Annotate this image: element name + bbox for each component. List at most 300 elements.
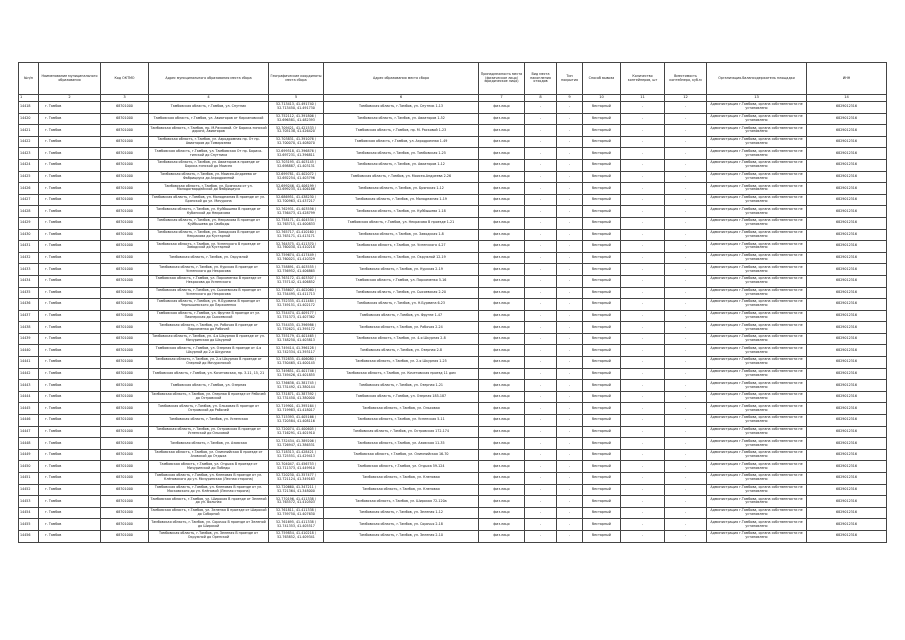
container-count-cell: - (621, 217, 665, 229)
inn-cell: 6829012316 (807, 415, 887, 427)
row-number: 14435 (19, 287, 39, 299)
site-address-cell: Тамбовская область, г.Тамбов, ул. Н.Бурмина 6-23 (324, 299, 479, 311)
removal-method-cell: бестарный (583, 148, 621, 160)
inn-cell: 6829012316 (807, 125, 887, 137)
municipality-cell: г. Тамбов (39, 484, 101, 496)
balance-holder-cell: Администрация г.Тамбова, органа собственности не установлено (707, 252, 807, 264)
cover-type-cell: - (557, 252, 583, 264)
row-number: 14440 (19, 345, 39, 357)
container-count-cell: - (621, 310, 665, 322)
balance-holder-cell: Администрация г.Тамбова, органа собственности не установлено (707, 368, 807, 380)
cover-type-cell: - (557, 449, 583, 461)
municipality-cell: г. Тамбов (39, 415, 101, 427)
container-count-cell: - (621, 368, 665, 380)
inn-cell: 6829012316 (807, 217, 887, 229)
table-row (19, 322, 887, 334)
row-number: 14443 (19, 380, 39, 392)
address-cell: Тамбовская область, г.Тамбов, ул. Рабочая В проезде от Пархоменко до Рабочей (149, 322, 269, 334)
address-cell: Тамбовская область, г.Тамбов, ул. Спутник (149, 102, 269, 114)
removal-method-cell: бестарный (583, 252, 621, 264)
owner-cell: физ.лицо (479, 484, 525, 496)
owner-cell: физ.лицо (479, 287, 525, 299)
coordinates-cell: 52.758171, 41.404534 / 52.763715, 41.400833 (269, 217, 324, 229)
address-cell: Тамбовская область, г.Тамбов, ул. Авиаторов от Кирсановской (149, 113, 269, 125)
table-row (19, 194, 887, 206)
coordinates-cell: 52.749414, 41.396128 / 52.742334, 41.393117 (269, 345, 324, 357)
table-row (19, 287, 887, 299)
container-count-cell: - (621, 171, 665, 183)
site-address-cell: Тамбовская область, г.Тамбов, ул. Рабочая 2-24 (324, 322, 479, 334)
owner-cell: физ.лицо (479, 333, 525, 345)
container-count-cell: - (621, 299, 665, 311)
oktmo-cell: 68701000 (101, 206, 149, 218)
row-number: 14442 (19, 368, 39, 380)
site-address-cell: Тамбовская область, г.Тамбов, ул. Зеленая 2-10 (324, 530, 479, 542)
owner-cell: физ.лицо (479, 473, 525, 485)
container-count-cell: - (621, 206, 665, 218)
owner-cell: физ.лицо (479, 310, 525, 322)
coordinates-cell: 52.699781, 41.402072 / 52.692254, 41.403796 (269, 171, 324, 183)
table-row (19, 530, 887, 542)
container-count-cell: - (621, 426, 665, 438)
owner-cell: физ.лицо (479, 241, 525, 253)
site-address-cell: Тамбовская область, г.Тамбов, ул. Тамбовская 1-25 (324, 148, 479, 160)
table-row (19, 473, 887, 485)
table-row (19, 252, 887, 264)
removal-method-cell: бестарный (583, 217, 621, 229)
container-count-cell: - (621, 345, 665, 357)
row-number: 14453 (19, 496, 39, 508)
accumulation-kind-cell: - (525, 229, 557, 241)
row-number: 14431 (19, 241, 39, 253)
container-count-cell: - (621, 241, 665, 253)
cover-type-cell: - (557, 206, 583, 218)
collection-sites-table (18, 62, 887, 543)
site-address-cell: Тамбовская область, г.Тамбов, ул. 2-я Шкурная 1-25 (324, 357, 479, 369)
municipality-cell: г. Тамбов (39, 136, 101, 148)
row-number: 14456 (19, 530, 39, 542)
address-cell: Тамбовская область, г.Тамбов, ул. Молодежная В проезде от ул. Брянской до ул. Мичурина (149, 194, 269, 206)
inn-cell: 6829012316 (807, 403, 887, 415)
table-row (19, 368, 887, 380)
accumulation-kind-cell: - (525, 345, 557, 357)
address-cell: Тамбовская область, г.Тамбов, ул. Брянская от ул. Молодогвардейской до Фабрициуса (149, 183, 269, 195)
inn-cell: 6829012316 (807, 438, 887, 450)
coordinates-cell: 52.764575, 41.411370 / 52.760030, 41.410218 (269, 241, 324, 253)
container-count-cell: - (621, 519, 665, 531)
cover-type-cell: - (557, 241, 583, 253)
site-address-cell: Тамбовская область, г.Тамбов, ул. Азовская 11-35 (324, 438, 479, 450)
cover-type-cell: - (557, 530, 583, 542)
table-row (19, 183, 887, 195)
cover-type-cell: - (557, 148, 583, 160)
removal-method-cell: бестарный (583, 322, 621, 334)
accumulation-kind-cell: - (525, 241, 557, 253)
oktmo-cell: 68701000 (101, 333, 149, 345)
municipality-cell: г. Тамбов (39, 380, 101, 392)
table-row (19, 264, 887, 276)
inn-cell: 6829012316 (807, 322, 887, 334)
balance-holder-cell: Администрация г.Тамбова, органа собственности не установлено (707, 183, 807, 195)
owner-cell: физ.лицо (479, 403, 525, 415)
site-address-cell: Тамбовская область, г.Тамбов, ул. Кочетовская проезд 11 дом (324, 368, 479, 380)
owner-cell: физ.лицо (479, 217, 525, 229)
oktmo-cell: 68701000 (101, 403, 149, 415)
table-row (19, 357, 887, 369)
municipality-cell: г. Тамбов (39, 333, 101, 345)
municipality-cell: г. Тамбов (39, 438, 101, 450)
table-row (19, 449, 887, 461)
row-number: 14437 (19, 310, 39, 322)
coordinates-cell: 52.720660, 41.347211 / 52.721364, 41.348000 (269, 484, 324, 496)
owner-cell: физ.лицо (479, 275, 525, 287)
container-volume-cell: - (665, 252, 707, 264)
coordinates-cell: 52.755179, 41.401465 / 52.748250, 41.403813 (269, 333, 324, 345)
balance-holder-cell: Администрация г.Тамбова, органа собственности не установлено (707, 136, 807, 148)
accumulation-kind-cell: - (525, 496, 557, 508)
site-address-cell: Тамбовская область, г.Тамбов, ул. Озерная 185-187 (324, 391, 479, 403)
coordinates-cell: 52.752835, 41.406080 / 52.750465, 41.400145 (269, 357, 324, 369)
header-cell: Географические координаты места сбора (269, 63, 324, 95)
owner-cell: физ.лицо (479, 206, 525, 218)
balance-holder-cell: Администрация г.Тамбова, органа собственности не установлено (707, 217, 807, 229)
accumulation-kind-cell: - (525, 415, 557, 427)
balance-holder-cell: Администрация г.Тамбова, органа собственности не установлено (707, 229, 807, 241)
coordinates-cell: 52.686951, 41.438230 / 52.700963, 41.437217 (269, 194, 324, 206)
cover-type-cell: - (557, 380, 583, 392)
address-cell: Тамбовская область, г.Тамбов, ул. Успенская (149, 415, 269, 427)
balance-holder-cell: Администрация г.Тамбова, органа собственности не установлено (707, 473, 807, 485)
cover-type-cell: - (557, 125, 583, 137)
table-row (19, 275, 887, 287)
container-volume-cell: - (665, 287, 707, 299)
container-volume-cell: - (665, 403, 707, 415)
site-address-cell: Тамбовская область, г.Тамбов, ул. Широкая 72-120а (324, 496, 479, 508)
table-row (19, 113, 887, 125)
row-number: 14428 (19, 206, 39, 218)
address-cell: Тамбовская область, г.Тамбов, ул. 2-я Шкурная В проезде от Озерной до Мичуринской (149, 357, 269, 369)
cover-type-cell: - (557, 275, 583, 287)
container-count-cell: - (621, 403, 665, 415)
removal-method-cell: бестарный (583, 449, 621, 461)
oktmo-cell: 68701000 (101, 275, 149, 287)
row-number: 14439 (19, 333, 39, 345)
balance-holder-cell: Администрация г.Тамбова, органа собственности не установлено (707, 299, 807, 311)
owner-cell: физ.лицо (479, 252, 525, 264)
municipality-cell: г. Тамбов (39, 461, 101, 473)
header-cell: Способ вывоза (583, 63, 621, 95)
oktmo-cell: 68701000 (101, 496, 149, 508)
table-row (19, 403, 887, 415)
inn-cell: 6829012316 (807, 148, 887, 160)
owner-cell: физ.лицо (479, 171, 525, 183)
header-cell: Наименование муниципального образования (39, 63, 101, 95)
cover-type-cell: - (557, 322, 583, 334)
container-volume-cell: - (665, 241, 707, 253)
container-volume-cell: - (665, 275, 707, 287)
coordinates-cell: 52.709421, 41.421533 / 52.705138, 41.426420 (269, 125, 324, 137)
inn-cell: 6829012316 (807, 449, 887, 461)
table-row (19, 102, 887, 114)
inn-cell: 6829012316 (807, 310, 887, 322)
balance-holder-cell: Администрация г.Тамбова, органа собственности не установлено (707, 345, 807, 357)
row-number: 14452 (19, 484, 39, 496)
coordinates-cell: 52.732434, 41.389206 / 52.726947, 41.386531 (269, 438, 324, 450)
row-number: 14455 (19, 519, 39, 531)
municipality-cell: г. Тамбов (39, 391, 101, 403)
removal-method-cell: бестарный (583, 159, 621, 171)
accumulation-kind-cell: - (525, 275, 557, 287)
oktmo-cell: 68701000 (101, 113, 149, 125)
address-cell: Тамбовская область, г.Тамбов, ул. 4-я Шкурная В проезде от ул. Мичуринская до Шкурной (149, 333, 269, 345)
table-row (19, 484, 887, 496)
municipality-cell: г. Тамбов (39, 287, 101, 299)
container-count-cell: - (621, 159, 665, 171)
coordinates-cell: 52.758891, 41.403555 / 52.756952, 41.406865 (269, 264, 324, 276)
row-number: 14446 (19, 415, 39, 427)
municipality-cell: г. Тамбов (39, 183, 101, 195)
address-cell: Тамбовская область, г.Тамбов, ул. Авиаторов в проезде от Бориса-тинской до Моисея (149, 159, 269, 171)
address-cell: Тамбовская область, г.Тамбов, ул. Тамбовская От пр. Бориса-тинской до Спутника (149, 148, 269, 160)
accumulation-kind-cell: - (525, 171, 557, 183)
address-cell: Тамбовская область, г.Тамбов, ул. Аэродромная пр. От пр. Авиаторов до Тимирязева (149, 136, 269, 148)
oktmo-cell: 68701000 (101, 380, 149, 392)
container-volume-cell: - (665, 415, 707, 427)
container-count-cell: - (621, 357, 665, 369)
site-address-cell: Тамбовская область, г.Тамбов, ул. Окружной 12-19 (324, 252, 479, 264)
container-count-cell: - (621, 194, 665, 206)
cover-type-cell: - (557, 264, 583, 276)
oktmo-cell: 68701000 (101, 484, 149, 496)
removal-method-cell: бестарный (583, 229, 621, 241)
table-row (19, 333, 887, 345)
site-address-cell: Тамбовская область, г.Тамбов, ул. Успенская 5-11 (324, 415, 479, 427)
site-address-cell: Тамбовская область, г.Тамбов, ул. 4-я Шкурная 2-8 (324, 333, 479, 345)
owner-cell: физ.лицо (479, 496, 525, 508)
removal-method-cell: бестарный (583, 206, 621, 218)
inn-cell: 6829012316 (807, 183, 887, 195)
oktmo-cell: 68701000 (101, 148, 149, 160)
column-number: 3 (101, 95, 149, 102)
accumulation-kind-cell: - (525, 194, 557, 206)
site-address-cell: Тамбовская область, г.Тамбов, ул. Курская 2-19 (324, 264, 479, 276)
oktmo-cell: 68701000 (101, 449, 149, 461)
container-count-cell: - (621, 530, 665, 542)
accumulation-kind-cell: - (525, 183, 557, 195)
table-row (19, 310, 887, 322)
owner-cell: физ.лицо (479, 368, 525, 380)
balance-holder-cell: Администрация г.Тамбова, органа собственности не установлено (707, 310, 807, 322)
removal-method-cell: бестарный (583, 345, 621, 357)
column-number: 7 (479, 95, 525, 102)
cover-type-cell: - (557, 299, 583, 311)
column-number: 14 (807, 95, 887, 102)
address-cell: Тамбовская область, г.Тамбов, ул. Озерная (149, 380, 269, 392)
table-row (19, 229, 887, 241)
municipality-cell: г. Тамбов (39, 194, 101, 206)
cover-type-cell: - (557, 496, 583, 508)
site-address-cell: Тамбовская область, г.Тамбов, ул. Авиаторов 1-52 (324, 113, 479, 125)
removal-method-cell: бестарный (583, 438, 621, 450)
municipality-cell: г. Тамбов (39, 159, 101, 171)
site-address-cell: Тамбовская область, г.Тамбов, ул. Сорочья 2-18 (324, 519, 479, 531)
coordinates-cell: 52.720230, 41.357477 / 52.721124, 41.349163 (269, 473, 324, 485)
accumulation-kind-cell: - (525, 368, 557, 380)
container-volume-cell: - (665, 438, 707, 450)
container-volume-cell: - (665, 473, 707, 485)
container-volume-cell: - (665, 333, 707, 345)
owner-cell: физ.лицо (479, 113, 525, 125)
table-row (19, 438, 887, 450)
balance-holder-cell: Администрация г.Тамбова, органа собственности не установлено (707, 530, 807, 542)
balance-holder-cell: Администрация г.Тамбова, органа собственности не установлено (707, 148, 807, 160)
row-number: 14449 (19, 449, 39, 461)
removal-method-cell: бестарный (583, 530, 621, 542)
address-cell: Тамбовская область, г.Тамбов, ул. Азовская (149, 438, 269, 450)
accumulation-kind-cell: - (525, 113, 557, 125)
cover-type-cell: - (557, 461, 583, 473)
owner-cell: физ.лицо (479, 148, 525, 160)
container-count-cell: - (621, 438, 665, 450)
row-number: 14450 (19, 461, 39, 473)
address-cell: Тамбовская область, г.Тамбов, ул. Олимпийская В проезде от Азовской до Отдыха (149, 449, 269, 461)
balance-holder-cell: Администрация г.Тамбова, органа собственности не установлено (707, 102, 807, 114)
oktmo-cell: 68701000 (101, 287, 149, 299)
oktmo-cell: 68701000 (101, 229, 149, 241)
oktmo-cell: 68701000 (101, 310, 149, 322)
header-cell: Вид места накопления отходов (525, 63, 557, 95)
balance-holder-cell: Администрация г.Тамбова, органа собственности не установлено (707, 519, 807, 531)
table-row (19, 380, 887, 392)
inn-cell: 6829012316 (807, 380, 887, 392)
oktmo-cell: 68701000 (101, 519, 149, 531)
header-row (19, 63, 887, 95)
coordinates-cell: 52.719901, 41.395164 / 52.719983, 41.418017 (269, 403, 324, 415)
oktmo-cell: 68701000 (101, 252, 149, 264)
balance-holder-cell: Администрация г.Тамбова, органа собственности не установлено (707, 496, 807, 508)
inn-cell: 6829012316 (807, 241, 887, 253)
address-cell: Тамбовская область, г.Тамбов, ул. Ольховая В проезде от Островской до Рабочей (149, 403, 269, 415)
column-number: 12 (665, 95, 707, 102)
municipality-cell: г. Тамбов (39, 357, 101, 369)
oktmo-cell: 68701000 (101, 159, 149, 171)
coordinates-cell: 52.754474, 41.409177 / 52.751373, 41.407362 (269, 310, 324, 322)
address-cell: Тамбовская область, г.Тамбов, ул. Некрасова В проезде от Куйбышева до Свободы (149, 217, 269, 229)
cover-type-cell: - (557, 217, 583, 229)
cover-type-cell: - (557, 287, 583, 299)
inn-cell: 6829012316 (807, 275, 887, 287)
municipality-cell: г. Тамбов (39, 368, 101, 380)
container-count-cell: - (621, 136, 665, 148)
site-address-cell: Тамбовская область, г.Тамбов, ул. Аэродромная 1-49 (324, 136, 479, 148)
table-row (19, 415, 887, 427)
inn-cell: 6829012316 (807, 159, 887, 171)
header-cell: Количество контейнеров, шт (621, 63, 665, 95)
row-number: 14423 (19, 148, 39, 160)
site-address-cell: Тамбовская область, г.Тамбов, ул. Куйбышева 1-18 (324, 206, 479, 218)
container-volume-cell: - (665, 519, 707, 531)
address-cell: Тамбовская область, г.Тамбов, ул. Зеленая В проезде от Широкой до Соборной (149, 507, 269, 519)
table-row (19, 125, 887, 137)
container-volume-cell: - (665, 125, 707, 137)
container-volume-cell: - (665, 206, 707, 218)
site-address-cell: Тамбовская область, г.Тамбов, ул. Сысоевская 2-20 (324, 287, 479, 299)
balance-holder-cell: Администрация г.Тамбова, органа собственности не установлено (707, 241, 807, 253)
municipality-cell: г. Тамбов (39, 113, 101, 125)
oktmo-cell: 68701000 (101, 171, 149, 183)
row-number: 14433 (19, 264, 39, 276)
row-number: 14447 (19, 426, 39, 438)
municipality-cell: г. Тамбов (39, 241, 101, 253)
owner-cell: физ.лицо (479, 380, 525, 392)
owner-cell: физ.лицо (479, 391, 525, 403)
inn-cell: 6829012316 (807, 264, 887, 276)
removal-method-cell: бестарный (583, 403, 621, 415)
site-address-cell: Тамбовская область, г.Тамбов, ул. Ольховая (324, 403, 479, 415)
balance-holder-cell: Администрация г.Тамбова, органа собственности не установлено (707, 159, 807, 171)
oktmo-cell: 68701000 (101, 217, 149, 229)
accumulation-kind-cell: - (525, 159, 557, 171)
column-number: 6 (324, 95, 479, 102)
container-volume-cell: - (665, 426, 707, 438)
cover-type-cell: - (557, 473, 583, 485)
column-number-row (19, 95, 887, 102)
oktmo-cell: 68701000 (101, 299, 149, 311)
row-number: 14432 (19, 252, 39, 264)
address-cell: Тамбовская область, г.Тамбов, ул. Моисея-Андреева от Фабрициуса до Аэродромной (149, 171, 269, 183)
site-address-cell: Тамбовская область, г.Тамбов, ул. Островская 172-174 (324, 426, 479, 438)
row-number: 14420 (19, 113, 39, 125)
site-address-cell: Тамбовская область, г.Тамбов, ул. Олимпийская 16-70 (324, 449, 479, 461)
site-address-cell: Тамбовская область, г.Тамбов, ул. Моисея-Андреева 2-26 (324, 171, 479, 183)
removal-method-cell: бестарный (583, 287, 621, 299)
removal-method-cell: бестарный (583, 415, 621, 427)
row-number: 14444 (19, 391, 39, 403)
coordinates-cell: 52.761695, 41.411338 / 52.741353, 41.405517 (269, 519, 324, 531)
row-number: 14426 (19, 183, 39, 195)
inn-cell: 6829012316 (807, 299, 887, 311)
container-volume-cell: - (665, 449, 707, 461)
balance-holder-cell: Администрация г.Тамбова, органа собственности не установлено (707, 333, 807, 345)
balance-holder-cell: Администрация г.Тамбова, органа собственности не установлено (707, 507, 807, 519)
container-count-cell: - (621, 507, 665, 519)
balance-holder-cell: Администрация г.Тамбова, органа собственности не установлено (707, 484, 807, 496)
removal-method-cell: бестарный (583, 113, 621, 125)
inn-cell: 6829012316 (807, 519, 887, 531)
table-row (19, 461, 887, 473)
removal-method-cell: бестарный (583, 194, 621, 206)
inn-cell: 6829012316 (807, 426, 887, 438)
municipality-cell: г. Тамбов (39, 345, 101, 357)
container-volume-cell: - (665, 264, 707, 276)
accumulation-kind-cell: - (525, 449, 557, 461)
coordinates-cell: 52.754435, 41.396986 / 52.752621, 41.395172 (269, 322, 324, 334)
address-cell: Тамбовская область, г.Тамбов, ул. Сысоевская В проезде от Успенского до Некрасова (149, 287, 269, 299)
container-count-cell: - (621, 183, 665, 195)
inn-cell: 6829012316 (807, 473, 887, 485)
container-count-cell: - (621, 391, 665, 403)
coordinates-cell: 52.718313, 41.428421 / 52.725551, 41.429413 (269, 449, 324, 461)
header-cell: Адрес образования места сбора (324, 63, 479, 95)
balance-holder-cell: Администрация г.Тамбова, органа собственности не установлено (707, 426, 807, 438)
accumulation-kind-cell: - (525, 252, 557, 264)
coordinates-cell: 52.736638, 41.381745 / 52.731492, 41.380144 (269, 380, 324, 392)
container-count-cell: - (621, 449, 665, 461)
container-volume-cell: - (665, 461, 707, 473)
balance-holder-cell: Администрация г.Тамбова, органа собственности не установлено (707, 171, 807, 183)
table-row (19, 426, 887, 438)
coordinates-cell: 52.759674, 41.417449 / 52.760021, 41.410329 (269, 252, 324, 264)
